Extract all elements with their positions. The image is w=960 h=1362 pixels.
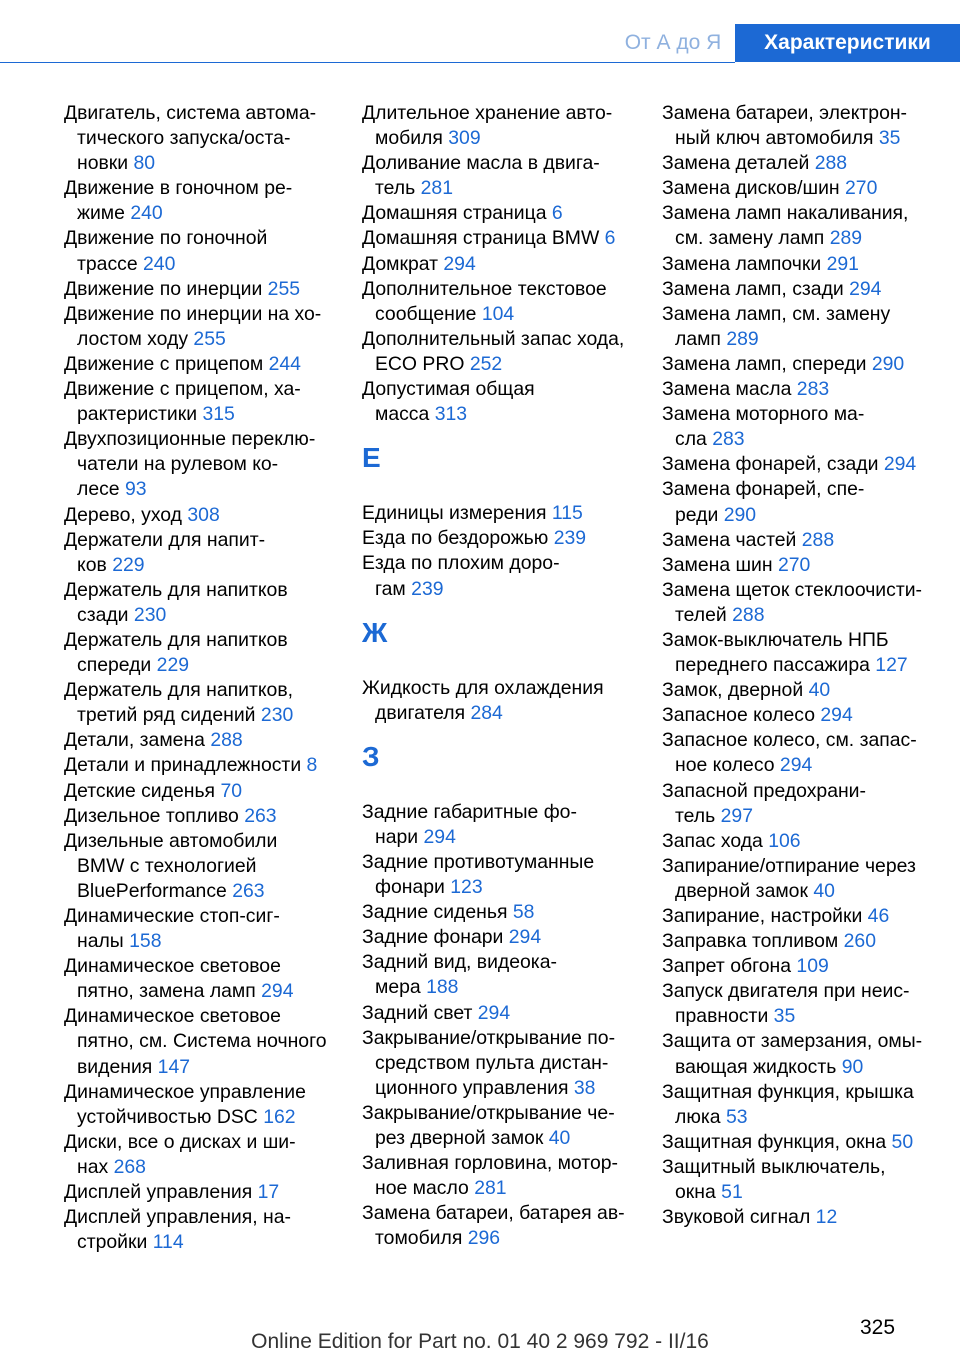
index-entry (662, 779, 937, 829)
index-entry-text: Замена батареи, электрон- ный ключ автомобиля (662, 102, 908, 150)
index-page-link[interactable]: 294 (423, 825, 456, 848)
index-page-link[interactable]: 158 (129, 930, 162, 953)
index-entry (662, 101, 937, 151)
index-entry (64, 176, 336, 226)
index-entry (362, 551, 634, 601)
index-entry (362, 226, 634, 251)
index-entry-text: Движение с прицепом (64, 352, 264, 375)
index-entry-text: Домкрат (362, 252, 438, 275)
index-page-link[interactable]: 35 (878, 127, 901, 150)
index-page-link[interactable]: 123 (450, 876, 483, 899)
index-entry-text: Запасное колесо (662, 704, 815, 727)
index-page-link[interactable]: 281 (420, 177, 453, 200)
index-entry (362, 1151, 634, 1201)
index-entry (362, 676, 634, 726)
index-entry-text: Движение с прицепом, ха- рактеристики (64, 378, 301, 426)
index-entry-text: Дерево, уход (64, 503, 182, 526)
index-entry (64, 829, 336, 904)
index-page-link[interactable]: 294 (779, 754, 813, 777)
index-entry (662, 151, 937, 176)
chapter-tab[interactable]: Характеристики (735, 24, 960, 62)
index-page-link[interactable]: 270 (845, 177, 878, 200)
index-page-link[interactable]: 270 (777, 553, 811, 576)
index-page-link[interactable]: 93 (124, 478, 147, 501)
index-entry-text: Езда по плохим доро- гам (362, 552, 560, 600)
index-entry-text: Запуск двигателя при неис- правности (662, 980, 910, 1028)
index-entry-text: Движение по инерции (64, 277, 263, 300)
index-page-link[interactable]: 255 (193, 327, 226, 350)
index-entry-text: Детали и принадлежности (64, 754, 302, 777)
index-page-link[interactable]: 229 (112, 553, 145, 576)
index-page-link[interactable]: 315 (202, 403, 235, 426)
index-page-link[interactable]: 294 (820, 704, 853, 727)
index-page-link[interactable]: 289 (726, 327, 759, 350)
index-entry-text: Движение по гоночной трассе (64, 227, 268, 275)
index-page-link[interactable]: 294 (443, 252, 476, 275)
index-entry (362, 850, 634, 900)
index-page-link[interactable]: 188 (426, 976, 459, 999)
index-page-link[interactable]: 252 (469, 352, 503, 375)
index-page-link[interactable]: 294 (883, 453, 917, 476)
index-page-link[interactable]: 284 (470, 701, 503, 724)
index-page-link[interactable]: 309 (448, 127, 481, 150)
index-page-link[interactable]: 8 (306, 754, 318, 777)
index-entry (662, 979, 937, 1029)
index-entry (362, 1001, 634, 1026)
index-entry (662, 402, 937, 452)
index-entry-text: Запас хода (662, 829, 763, 852)
index-entry (64, 1130, 336, 1180)
index-entry-text: Замена батареи, батарея ав- томобиля (362, 1202, 625, 1250)
index-entry (362, 151, 634, 201)
footer-text: Online Edition for Part no. 01 40 2 969 792 - II/16 (251, 1330, 709, 1353)
index-entry (662, 452, 937, 477)
index-page-link[interactable]: 283 (796, 378, 830, 401)
index-entry (662, 302, 937, 352)
index-entry-text: Замок-выключатель НПБ переднего пассажира (662, 628, 889, 677)
index-page-link[interactable]: 240 (143, 252, 176, 275)
index-entry-text: Замена фонарей, сзади (662, 453, 879, 476)
index-page-link[interactable]: 70 (220, 779, 243, 802)
index-entry-text: Защита от замерзания, омы- вающая жидкость (662, 1030, 923, 1078)
index-entry-text: Допустимая общая масса (362, 378, 535, 426)
index-entry-text: Движение в гоночном ре- жиме (64, 177, 293, 225)
index-entry (662, 728, 937, 778)
index-entry (662, 1029, 937, 1079)
index-page-link[interactable]: 260 (843, 930, 876, 953)
index-page-link[interactable]: 268 (113, 1155, 146, 1178)
index-page-link[interactable]: 17 (257, 1181, 280, 1204)
index-entry-text: Защитная функция, крышка люка (662, 1080, 914, 1128)
index-entry (662, 252, 937, 277)
index-entry-text: Задние сиденья (362, 901, 508, 924)
index-page-link[interactable]: 294 (849, 277, 882, 300)
index-entry-text: Заправка топливом (662, 930, 839, 953)
index-entry-text: Замена деталей (662, 152, 810, 175)
index-page-link[interactable]: 294 (477, 1001, 511, 1024)
index-entry-text: Защитная функция, окна (662, 1130, 887, 1153)
index-entry-text: Доливание масла в двига- тель (362, 152, 600, 200)
index-page-link[interactable]: 109 (796, 955, 829, 978)
index-letter-heading: З (362, 740, 380, 772)
index-page-link[interactable]: 296 (467, 1227, 501, 1250)
index-page-link[interactable]: 53 (725, 1105, 748, 1128)
index-entry-text: Замена ламп, спереди (662, 352, 867, 375)
index-entry (662, 528, 937, 553)
index-entry-text: Держатели для напит- ков (64, 528, 266, 576)
index-entry-text: Диски, все о дисках и ши- нах (64, 1130, 296, 1178)
index-entry-text: Запрет обгона (662, 955, 792, 978)
index-page-link[interactable]: 50 (891, 1130, 914, 1153)
index-column-1 (64, 101, 336, 1255)
index-entry-text: Детские сиденья (64, 779, 216, 802)
index-page-link[interactable]: 6 (604, 227, 616, 250)
index-entry-text: Динамическое световое пятно, см. Система ночного видения (64, 1005, 327, 1078)
index-entry-text: Дисплей управления, на- стройки (64, 1206, 291, 1254)
index-entry-text: Замена частей (662, 528, 797, 551)
index-entry (64, 377, 336, 427)
index-entry-text: Держатель для напитков спереди (64, 628, 288, 677)
index-entry (362, 950, 634, 1000)
index-page-link[interactable]: 38 (573, 1076, 596, 1099)
index-page-link[interactable]: 40 (548, 1127, 571, 1149)
index-entry (662, 628, 937, 678)
index-entry-text: Домашняя страница (362, 202, 547, 225)
index-entry-text: Замена дисков/шин (662, 177, 840, 200)
index-entry (662, 929, 937, 954)
index-entry-text: Динамическое световое пятно, замена ламп (64, 955, 281, 1003)
index-entry-text: Дополнительное текстовое сообщение (362, 277, 607, 325)
index-entry-text: Закрывание/открывание по- средством пульта дистан- ционного управления (362, 1026, 616, 1099)
index-page-link[interactable]: 114 (152, 1231, 184, 1254)
index-entry (662, 1155, 937, 1205)
index-entry (64, 528, 336, 578)
index-entry-text: Единицы измерения (362, 502, 547, 525)
index-page-link[interactable]: 147 (157, 1055, 191, 1078)
index-entry (362, 327, 634, 377)
index-entry (64, 628, 336, 678)
index-entry-text: Замена щеток стеклоочисти- телей (662, 578, 923, 626)
footer-edition (0, 1330, 960, 1354)
index-entry (64, 1180, 336, 1205)
index-page-link[interactable]: 313 (434, 403, 468, 426)
index-page-link[interactable]: 288 (210, 729, 243, 752)
index-entry (64, 1004, 336, 1079)
index-entry (662, 352, 937, 377)
index-entry (662, 377, 937, 402)
index-entry (64, 678, 336, 728)
index-entry (64, 277, 336, 302)
index-entry (362, 800, 634, 850)
index-entry-text: Замок, дверной (662, 679, 804, 702)
index-entry-text: Замена фонарей, спе- реди (662, 478, 865, 526)
index-entry (662, 678, 937, 703)
index-page-link[interactable]: 288 (732, 603, 765, 626)
index-page-link[interactable]: 288 (814, 152, 848, 175)
index-page-link[interactable]: 297 (720, 804, 753, 827)
index-entry (662, 201, 937, 251)
index-entry (662, 578, 937, 628)
index-page-link[interactable]: 290 (871, 352, 905, 375)
index-entry-text: Запирание, настройки (662, 905, 863, 927)
index-entry (662, 904, 937, 929)
index-entry (64, 728, 336, 753)
index-entry (662, 1205, 937, 1230)
index-entry-text: Закрывание/открывание че- рез дверной замок (362, 1101, 615, 1149)
index-entry (64, 904, 336, 954)
index-page-link[interactable]: 240 (130, 202, 163, 225)
index-page-link[interactable]: 281 (474, 1177, 507, 1200)
index-entry-text: Запирание/отпирание через дверной замок (662, 854, 916, 902)
header-rule (0, 62, 735, 63)
index-page-link[interactable]: 244 (268, 352, 301, 375)
index-page-link[interactable]: 255 (267, 277, 301, 300)
index-entry-text: Двигатель, система автома- тического запуска/оста- новки (64, 102, 317, 175)
index-entry (362, 526, 634, 551)
index-letter-heading: Ж (362, 616, 388, 648)
index-page-link[interactable]: 291 (826, 252, 859, 275)
index-entry (362, 925, 634, 950)
index-entry (64, 302, 336, 352)
index-entry (662, 703, 937, 728)
index-page-link[interactable]: 229 (156, 654, 190, 677)
index-page-link[interactable]: 288 (801, 528, 835, 551)
index-entry-text: Задний свет (362, 1001, 473, 1024)
index-entry (362, 1101, 634, 1151)
index-letter-heading: Е (362, 442, 381, 474)
index-entry-text: Звуковой сигнал (662, 1206, 811, 1229)
index-column-2 (362, 101, 634, 1251)
index-entry-text: Двухпозиционные переклю- чатели на рулевом ко- лесе (64, 428, 316, 501)
index-entry (362, 1201, 634, 1251)
index-entry-text: Замена шин (662, 553, 773, 576)
index-entry (362, 201, 634, 226)
index-page-link[interactable]: 90 (841, 1055, 864, 1078)
index-entry (64, 1080, 336, 1130)
index-entry-text: Детали, замена (64, 729, 205, 752)
index-entry-text: Замена ламп, сзади (662, 277, 844, 300)
index-page-link[interactable]: 230 (260, 704, 294, 727)
index-entry (362, 377, 634, 427)
index-entry-text: Замена масла (662, 378, 792, 401)
index-entry-text: Дизельные автомобили BMW с технологией BluePerformance (64, 829, 278, 902)
index-page-link[interactable]: 51 (721, 1181, 743, 1204)
index-entry (662, 854, 937, 904)
index-entry-text: Держатель для напитков, третий ряд сидений (64, 679, 294, 727)
index-page-link[interactable]: 80 (133, 152, 156, 175)
index-page-link[interactable]: 12 (815, 1206, 838, 1229)
index-entry-text: Динамическое управление устойчивостью DSC (64, 1080, 306, 1128)
index-page-link[interactable]: 58 (512, 901, 535, 924)
index-entry-text: Задние фонари (362, 926, 504, 949)
index-entry-text: Задние габаритные фо- нари (362, 800, 577, 848)
index-page-link[interactable]: 40 (813, 879, 835, 902)
index-page-link[interactable]: 106 (768, 829, 801, 852)
index-entry (64, 753, 336, 778)
index-page-link[interactable]: 162 (263, 1105, 296, 1128)
index-entry (362, 277, 634, 327)
index-entry-text: Дизельное топливо (64, 804, 239, 827)
index-entry (662, 176, 937, 201)
page-number: 325 (860, 1316, 896, 1339)
index-entry-text: Езда по бездорожью (362, 527, 549, 550)
index-entry (64, 1205, 336, 1255)
index-page-link[interactable]: 239 (553, 527, 587, 550)
index-page-link[interactable]: 308 (187, 503, 220, 526)
index-page-link[interactable]: 289 (829, 227, 863, 250)
index-entry (662, 1080, 937, 1130)
index-page-link[interactable]: 290 (723, 503, 757, 526)
index-entry-text: Дополнительный запас хода, ECO PRO (362, 327, 625, 375)
index-entry-text: Задний вид, видеока- мера (362, 951, 557, 999)
index-entry (362, 900, 634, 925)
index-entry (662, 277, 937, 302)
index-page-link[interactable]: 263 (232, 879, 265, 902)
index-entry (662, 477, 937, 527)
index-entry (64, 954, 336, 1004)
index-entry (64, 427, 336, 502)
index-entry-text: Длительное хранение авто- мобиля (362, 102, 613, 150)
index-entry-text: Запасное колесо, см. запас- ное колесо (662, 729, 917, 777)
index-entry (64, 804, 336, 829)
index-entry-text: Защитный выключатель, окна (662, 1155, 886, 1204)
index-entry (662, 1130, 937, 1155)
index-entry (64, 779, 336, 804)
index-entry-text: Жидкость для охлаждения двигателя (362, 676, 604, 724)
index-entry (64, 578, 336, 628)
index-entry-text: Домашняя страница BMW (362, 227, 600, 250)
index-entry-text: Замена ламп, см. замену ламп (662, 302, 891, 350)
index-page-link[interactable]: 283 (712, 428, 745, 451)
index-entry (362, 1026, 634, 1101)
section-tab[interactable]: От А до Я (612, 24, 734, 62)
index-entry-text: Движение по инерции на хо- лостом ходу (64, 302, 322, 350)
index-entry (64, 352, 336, 377)
index-page-link[interactable]: 6 (551, 202, 563, 225)
index-entry-text: Динамические стоп-сиг- налы (64, 905, 280, 953)
index-page-link[interactable]: 294 (508, 926, 542, 949)
index-page-link[interactable]: 40 (808, 679, 831, 702)
index-page-link[interactable]: 294 (261, 980, 294, 1003)
index-page-link[interactable]: 263 (244, 804, 277, 827)
index-entry-text: Дисплей управления (64, 1181, 253, 1204)
index-page-link[interactable]: 35 (773, 1005, 796, 1028)
index-entry (362, 101, 634, 151)
index-entry-text: Запасной предохрани- тель (662, 779, 866, 827)
index-entry-text: Замена ламп накаливания, см. замену ламп (662, 202, 909, 250)
index-entry (362, 501, 634, 526)
index-page-link[interactable]: 104 (481, 302, 515, 325)
index-entry-text: Замена лампочки (662, 252, 822, 275)
index-entry (662, 553, 937, 578)
index-entry (362, 252, 634, 277)
index-entry (64, 101, 336, 176)
index-page-link[interactable]: 115 (551, 502, 583, 525)
index-page-link[interactable]: 46 (867, 905, 890, 927)
index-entry (662, 954, 937, 979)
index-entry (64, 226, 336, 276)
index-page-link[interactable]: 239 (411, 577, 444, 600)
index-entry-text: Держатель для напитков сзади (64, 578, 288, 626)
index-entry-text: Замена моторного ма- сла (662, 403, 865, 451)
index-page-link[interactable]: 127 (875, 654, 908, 677)
index-entry (662, 829, 937, 854)
index-column-3 (662, 101, 937, 1230)
index-page-link[interactable]: 230 (133, 603, 167, 626)
index-entry-text: Задние противотуманные фонари (362, 850, 595, 899)
index-entry-text: Заливная горловина, мотор- ное масло (362, 1152, 618, 1200)
index-entry (64, 503, 336, 528)
